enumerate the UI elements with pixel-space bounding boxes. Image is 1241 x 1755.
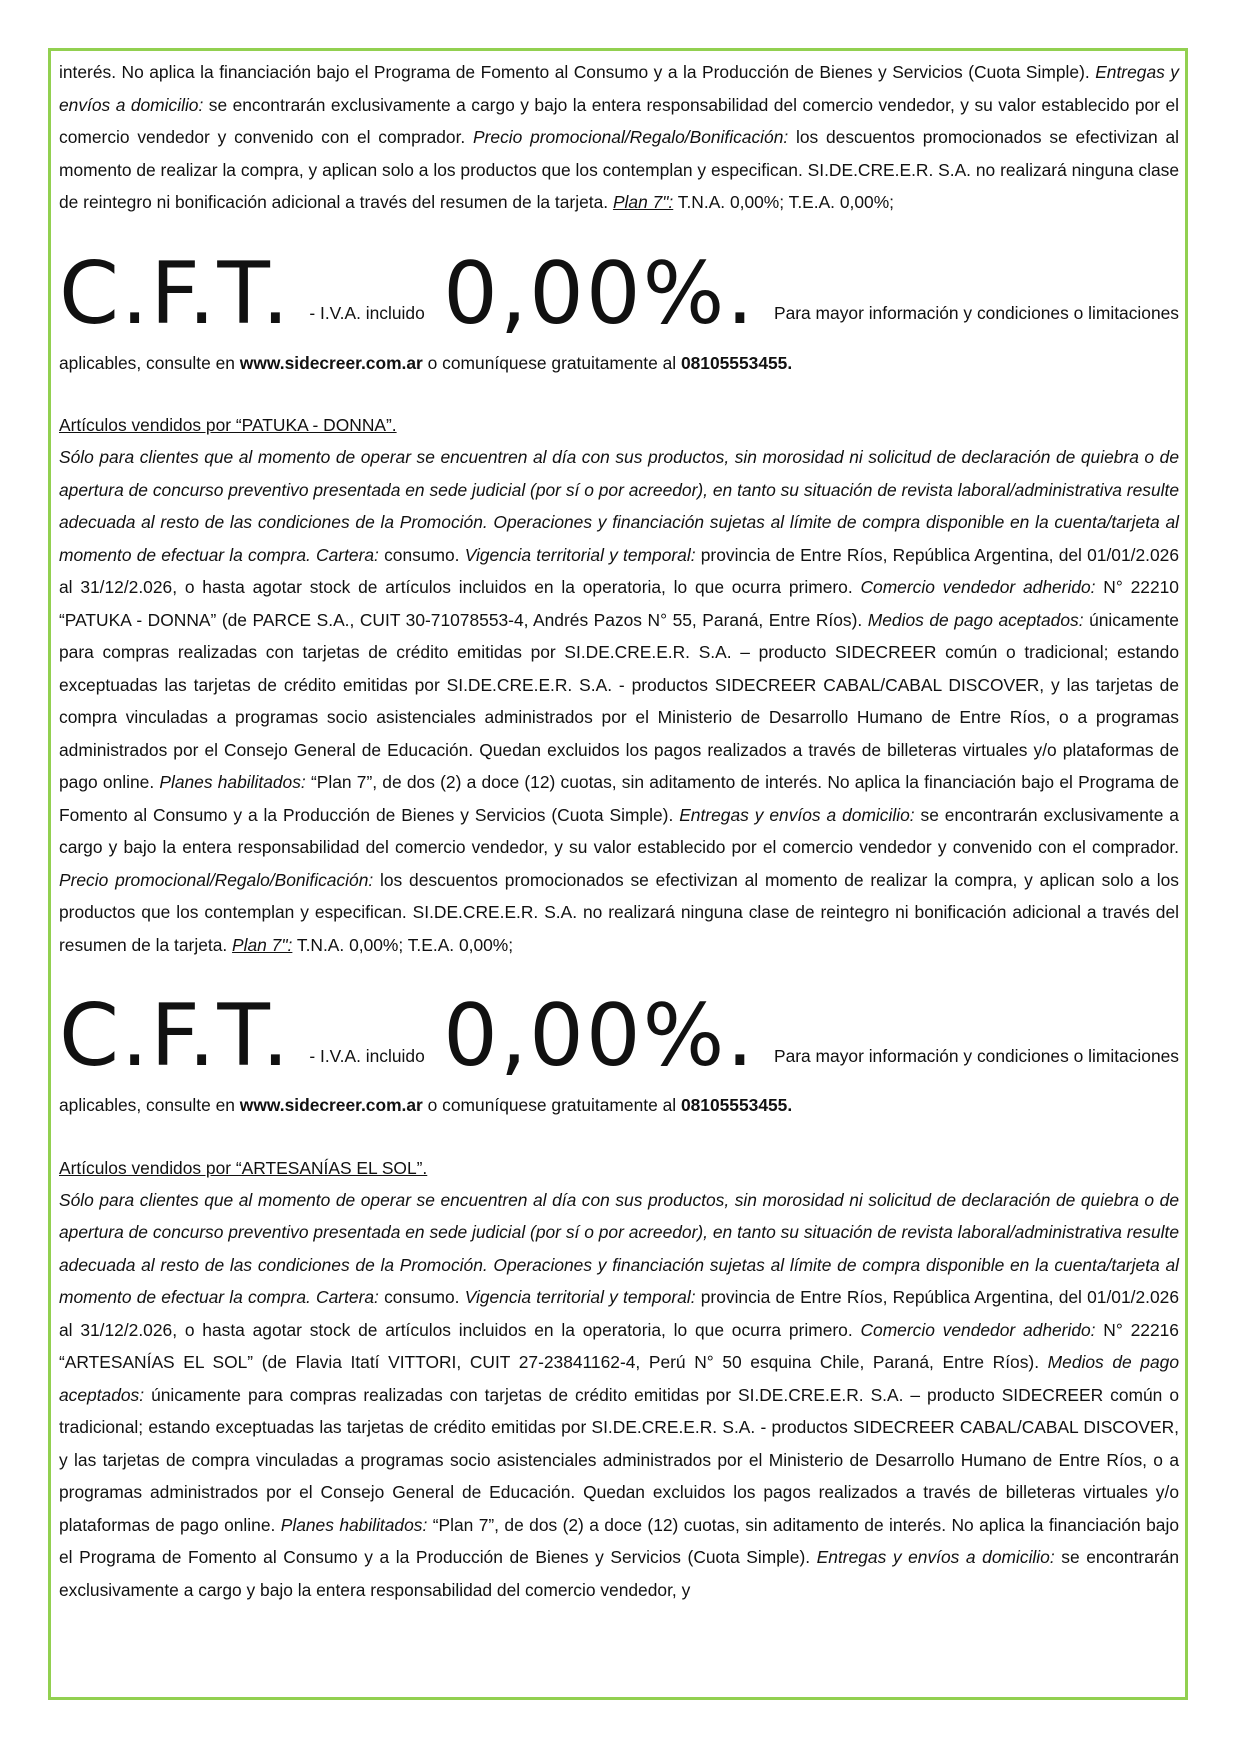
phone-number: 08105553455.: [680, 1095, 793, 1115]
website-link[interactable]: www.sidecreer.com.ar: [239, 1095, 423, 1115]
section-title-patuka: Artículos vendidos por “PATUKA - DONNA”.: [59, 415, 397, 435]
cft-line-2: [59, 961, 1179, 1086]
iva-label: - I.V.A. incluido: [309, 1045, 425, 1066]
document-body: [59, 56, 1179, 1606]
section-paragraph-patuka: Sólo para clientes que al momento de operar se encuentren al día con sus productos, sin morosidad ni solicitud de declaración de quiebra o de apertura de concurso preventivo presentada en sede judicial (por sí o por acreedor), en tanto su situación de revista laboral/administrativa resulte adecuada al resto de las condiciones de la Promoción. Operaciones y financiación sujetas al límite de compra disponible en la cuenta/tarjeta al momento de efectuar la compra. Cartera: consumo. Vigencia territorial y temporal: provincia de Entre Ríos, República Argentina, del 01/01/2.026 al 31/12/2.026, o hasta agotar stock de artículos incluidos en la operatoria, lo que ocurra primero. Comercio vendedor adherido: N° 22210 “PATUKA - DONNA” (de PARCE S.A., CUIT 30-71078553-4, Andrés Pazos N° 55, Paraná, Entre Ríos). Medios de pago aceptados: únicamente para compras realizadas con tarjetas de crédito emitidas por SI.DE.CRE.E.R. S.A. – producto SIDECREER común o tradicional; estando exceptuadas las tarjetas de crédito emitidas por SI.DE.CRE.E.R. S.A. - productos SIDECREER CABAL/CABAL DISCOVER, y las tarjetas de compra vinculadas a programas socio asistenciales administrados por el Ministerio de Desarrollo Humano de Entre Ríos, o a programas administrados por el Consejo General de Educación. Quedan excluidos los pagos realizados a través de billeteras virtuales y/o plataformas de pago online. Planes habilitados: “Plan 7”, de dos (2) a doce (12) cuotas, sin aditamento de interés. No aplica la financiación bajo el Programa de Fomento al Consumo y a la Producción de Bienes y Servicios (Cuota Simple). Entregas y envíos a domicilio: se encontrarán exclusivamente a cargo y bajo la entera responsabilidad del comercio vendedor, y su valor establecido por el comercio vendedor y convenido con el comprador. Precio promocional/Regalo/Bonificación: los descuentos promocionados se efectivizan al momento de realizar la compra, y aplican solo a los productos que los contemplan y especifican. SI.DE.CRE.E.R. S.A. no realizará ninguna clase de reintegro ni bonificación adicional a través del resumen de la tarjeta. Plan 7": T.N.A. 0,00%; T.E.A. 0,00%;: [59, 447, 1179, 955]
section-title-artesanias: Artículos vendidos por “ARTESANÍAS EL SOL”.: [59, 1157, 428, 1178]
cft-line-1: [59, 219, 1179, 344]
cft-label: C.F.T.: [59, 986, 292, 1086]
section-paragraph-artesanias: Sólo para clientes que al momento de operar se encuentren al día con sus productos, sin morosidad ni solicitud de declaración de quiebra o de apertura de concurso preventivo presentada en sede judicial (por sí o por acreedor), en tanto su situación de revista laboral/administrativa resulte adecuada al resto de las condiciones de la Promoción. Operaciones y financiación sujetas al límite de compra disponible en la cuenta/tarjeta al momento de efectuar la compra. Cartera: consumo. Vigencia territorial y temporal: provincia de Entre Ríos, República Argentina, del 01/01/2.026 al 31/12/2.026, o hasta agotar stock de artículos incluidos en la operatoria, lo que ocurra primero. Comercio vendedor adherido: N° 22216 “ARTESANÍAS EL SOL” (de Flavia Itatí VITTORI, CUIT 27-23841162-4, Perú N° 50 esquina Chile, Paraná, Entre Ríos). Medios de pago aceptados: únicamente para compras realizadas con tarjetas de crédito emitidas por SI.DE.CRE.E.R. S.A. – producto SIDECREER común o tradicional; estando exceptuadas las tarjetas de crédito emitidas por SI.DE.CRE.E.R. S.A. - productos SIDECREER CABAL/CABAL DISCOVER, y las tarjetas de compra vinculadas a programas socio asistenciales administrados por el Ministerio de Desarrollo Humano de Entre Ríos, o a programas administrados por el Consejo General de Educación. Quedan excluidos los pagos realizados a través de billeteras virtuales y/o plataformas de pago online. Planes habilitados: “Plan 7”, de dos (2) a doce (12) cuotas, sin aditamento de interés. No aplica la financiación bajo el Programa de Fomento al Consumo y a la Producción de Bienes y Servicios (Cuota Simple). Entregas y envíos a domicilio: se encontrarán exclusivamente a cargo y bajo la entera responsabilidad del comercio vendedor, y: [59, 1189, 1180, 1600]
contact-line-1: aplicables, consulte en www.sidecreer.com.ar o comuníquese gratuitamente al 08105553455.: [59, 352, 793, 373]
phone-number: 08105553455.: [680, 352, 793, 373]
website-link[interactable]: www.sidecreer.com.ar: [239, 352, 423, 373]
cft-label: C.F.T.: [59, 243, 292, 344]
iva-label: - I.V.A. incluido: [309, 303, 425, 324]
cft-value: 0,00%.: [443, 243, 756, 344]
cft-value: 0,00%.: [443, 986, 756, 1086]
more-info-text: Para mayor información y condiciones o limitaciones: [773, 1045, 1179, 1066]
intro-paragraph: interés. No aplica la financiación bajo el Programa de Fomento al Consumo y a la Producción de Bienes y Servicios (Cuota Simple). Entregas y envíos a domicilio: se encontrarán exclusivamente a cargo y bajo la entera responsabilidad del comercio vendedor, y su valor establecido por el comercio vendedor y convenido con el comprador. Precio promocional/Regalo/Bonificación: los descuentos promocionados se efectivizan al momento de realizar la compra, y aplican solo a los productos que los contemplan y especifican. SI.DE.CRE.E.R. S.A. no realizará ninguna clase de reintegro ni bonificación adicional a través del resumen de la tarjeta. Plan 7": T.N.A. 0,00%; T.E.A. 0,00%;: [59, 62, 1180, 212]
contact-line-2: aplicables, consulte en www.sidecreer.com.ar o comuníquese gratuitamente al 08105553455.: [59, 1095, 793, 1115]
more-info-text: Para mayor información y condiciones o limitaciones: [773, 303, 1179, 324]
